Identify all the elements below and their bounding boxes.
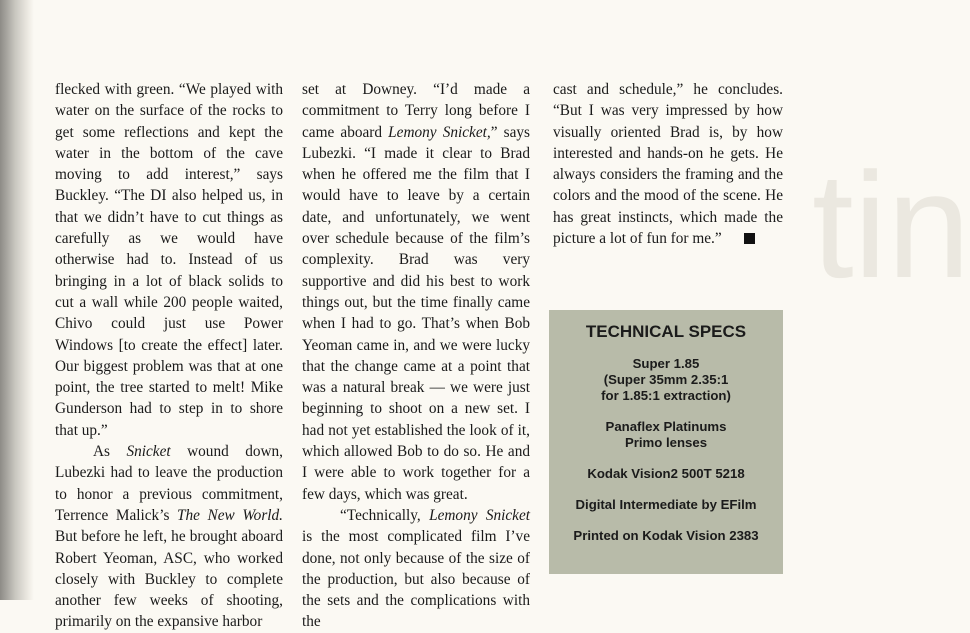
column3-paragraph1 bbox=[553, 79, 783, 249]
spec-format: Super 1.85 (Super 35mm 2.35:1 for 1.85:1 extraction) bbox=[601, 356, 731, 403]
text-run: But before he left, he brought aboard Robert Yeoman, ASC, who worked closely with Buckley to complete another few weeks of shooting, primarily on the expansive harbor bbox=[55, 528, 283, 631]
text-run: is the most complicated film I’ve done, not only because of the size of the production, but also because of the sets and the complications with the bbox=[302, 528, 530, 631]
technical-specs-title: TECHNICAL SPECS bbox=[585, 322, 747, 341]
article-column-2 bbox=[302, 79, 530, 633]
text-run: cast and schedule,” he concludes. “But I was very impressed by how visually oriented Brad is, by how interested and hands-on he gets. He always considers the framing and the colors and the mood of the scene. He has great instincts, which made the picture a lot of fun for me.” bbox=[553, 81, 783, 248]
article-column-3 bbox=[553, 79, 783, 249]
spec-camera-lenses: Panaflex Platinums Primo lenses bbox=[605, 419, 727, 450]
column1-paragraph1: flecked with green. “We played with water on the surface of the rocks to get some reflections and kept the water in the bottom of the cave moving to add interest,” says Buckley. “The DI also helped us, in that we didn’t have to cut things as carefully as we would have otherwise had to. Instead of us bringing in a lot of black solids to cut a wall while 200 people waited, Chivo could just use Power Windows [to create the effect] later. Our biggest problem was that at one point, the tree started to melt! Mike Gunderson had to step in to shore that up.” bbox=[55, 81, 283, 439]
text-run: ” says Lubezki. “I made it clear to Brad when he offered me the film that I would have to leave by a certain date, and unfortunately, we went over schedule because of the film’s complexity. Brad was very supportive and did his best to work things out, but the time finally came when I had to go. That’s when Bob Yeoman came in, and we were lucky that the change came at a point that was a natural break — we were just beginning to shoot on a new set. I had not yet established the look of it, which allowed Bob to do so. He and I were able to work together for a few days, which was great. bbox=[302, 123, 530, 503]
column1-paragraph2 bbox=[55, 441, 283, 633]
film-title-italic: The New World. bbox=[177, 506, 283, 524]
article-column-1 bbox=[55, 79, 283, 633]
background-ghost-lettering: tin bbox=[812, 141, 970, 309]
film-title-italic: Snicket bbox=[126, 443, 171, 461]
text-run: “Technically, bbox=[340, 506, 430, 524]
column2-paragraph2 bbox=[302, 505, 530, 633]
spec-film-stock: Kodak Vision2 500T 5218 bbox=[587, 466, 745, 481]
technical-specs-box bbox=[549, 310, 783, 574]
film-title-italic: Lemony Snicket, bbox=[388, 123, 491, 141]
column2-paragraph1 bbox=[302, 79, 530, 505]
film-title-italic: Lemony Snicket bbox=[429, 506, 530, 524]
text-run: As bbox=[93, 443, 127, 461]
spec-digital-intermediate: Digital Intermediate by EFilm bbox=[575, 497, 757, 512]
end-of-article-square-icon bbox=[744, 233, 755, 244]
page-gutter-shadow bbox=[0, 0, 34, 600]
text-run: wound down, Lubezki had to leave the production to honor a previous commitment, Terrence Malick’s bbox=[55, 443, 284, 524]
text-run: set at Downey. “I’d made a commitment to Terry long before I came aboard bbox=[302, 81, 530, 141]
spec-print-stock: Printed on Kodak Vision 2383 bbox=[573, 528, 759, 543]
